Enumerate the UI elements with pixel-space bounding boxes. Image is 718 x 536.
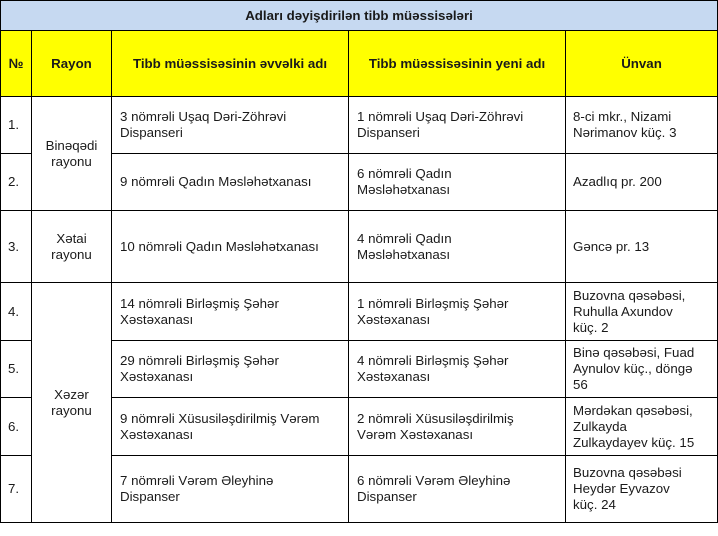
new-name: 1 nömrəli Birləşmiş Şəhər Xəstəxanası bbox=[357, 295, 509, 327]
old-name-cell bbox=[112, 154, 349, 211]
address-cell bbox=[566, 211, 718, 283]
header-no: № bbox=[1, 31, 32, 97]
rayon-label: Xətai rayonu bbox=[51, 230, 92, 262]
table-row bbox=[1, 211, 718, 283]
new-name-cell bbox=[349, 97, 566, 154]
row-number: 3. bbox=[1, 211, 32, 283]
address-cell bbox=[566, 398, 718, 456]
address: Gəncə pr. 13 bbox=[573, 238, 650, 254]
old-name: 14 nömrəli Birləşmiş Şəhər Xəstəxanası bbox=[120, 295, 279, 327]
new-name-cell bbox=[349, 154, 566, 211]
old-name: 29 nömrəli Birləşmiş Şəhər Xəstəxanası bbox=[120, 353, 279, 384]
row-number: 2. bbox=[1, 154, 32, 211]
old-name-cell bbox=[112, 211, 349, 283]
new-name: 4 nömrəli Qadın Məsləhətxanası bbox=[357, 230, 452, 262]
new-name-cell bbox=[349, 398, 566, 456]
address: 8-ci mkr., Nizami Nərimanov küç. 3 bbox=[573, 109, 677, 140]
table-title-row bbox=[1, 1, 718, 31]
new-name: 2 nömrəli Xüsusiləşdirilmiş Vərəm Xəstəxanası bbox=[357, 410, 514, 442]
old-name-cell bbox=[112, 398, 349, 456]
table-row bbox=[1, 97, 718, 154]
header-old-name: Tibb müəssisəsinin əvvəlki adı bbox=[112, 31, 349, 97]
address: Buzovna qəsəbəsi, Ruhulla Axundov küç. 2 bbox=[573, 287, 686, 335]
table-title: Adları dəyişdirilən tibb müəssisələri bbox=[1, 1, 718, 31]
old-name-cell bbox=[112, 283, 349, 341]
new-name: 1 nömrəli Uşaq Dəri-Zöhrəvi Dispanseri bbox=[357, 109, 524, 140]
old-name: 10 nömrəli Qadın Məsləhətxanası bbox=[120, 238, 319, 254]
new-name-cell bbox=[349, 283, 566, 341]
old-name-cell bbox=[112, 97, 349, 154]
old-name: 9 nömrəli Xüsusiləşdirilmiş Vərəm Xəstəxanası bbox=[120, 410, 320, 442]
address-cell bbox=[566, 456, 718, 523]
old-name-cell bbox=[112, 456, 349, 523]
new-name: 6 nömrəli Vərəm Əleyhinə Dispanser bbox=[357, 473, 511, 504]
new-name-cell bbox=[349, 341, 566, 398]
row-number: 1. bbox=[1, 97, 32, 154]
address-cell bbox=[566, 341, 718, 398]
row-number: 5. bbox=[1, 341, 32, 398]
row-number: 7. bbox=[1, 456, 32, 523]
address: Mərdəkan qəsəbəsi, Zulkayda Zulkaydayev küç. 15 bbox=[573, 402, 695, 450]
old-name: 3 nömrəli Uşaq Dəri-Zöhrəvi Dispanseri bbox=[120, 109, 287, 140]
address-cell bbox=[566, 97, 718, 154]
new-name-cell bbox=[349, 211, 566, 283]
address: Buzovna qəsəbəsi Heydər Eyvazov küç. 24 bbox=[573, 465, 682, 512]
old-name-cell bbox=[112, 341, 349, 398]
old-name: 9 nömrəli Qadın Məsləhətxanası bbox=[120, 174, 312, 189]
address: Binə qəsəbəsi, Fuad Aynulov küç., döngə 56 bbox=[573, 345, 695, 392]
new-name: 6 nömrəli Qadın Məsləhətxanası bbox=[357, 166, 452, 197]
address-cell bbox=[566, 154, 718, 211]
old-name: 7 nömrəli Vərəm Əleyhinə Dispanser bbox=[120, 473, 274, 504]
row-number: 4. bbox=[1, 283, 32, 341]
table-header-row bbox=[1, 31, 718, 97]
header-address: Ünvan bbox=[566, 31, 718, 97]
rayon-label: Xəzər rayonu bbox=[51, 386, 92, 418]
rayon-label: Binəqədi rayonu bbox=[45, 137, 98, 169]
row-number: 6. bbox=[1, 398, 32, 456]
header-rayon: Rayon bbox=[32, 31, 112, 97]
rayon-cell bbox=[32, 283, 112, 523]
new-name-cell bbox=[349, 456, 566, 523]
rayon-cell bbox=[32, 97, 112, 211]
header-new-name: Tibb müəssisəsinin yeni adı bbox=[349, 31, 566, 97]
rayon-cell bbox=[32, 211, 112, 283]
address-cell bbox=[566, 283, 718, 341]
new-name: 4 nömrəli Birləşmiş Şəhər Xəstəxanası bbox=[357, 353, 509, 384]
table-row bbox=[1, 283, 718, 341]
address: Azadlıq pr. 200 bbox=[573, 174, 662, 189]
